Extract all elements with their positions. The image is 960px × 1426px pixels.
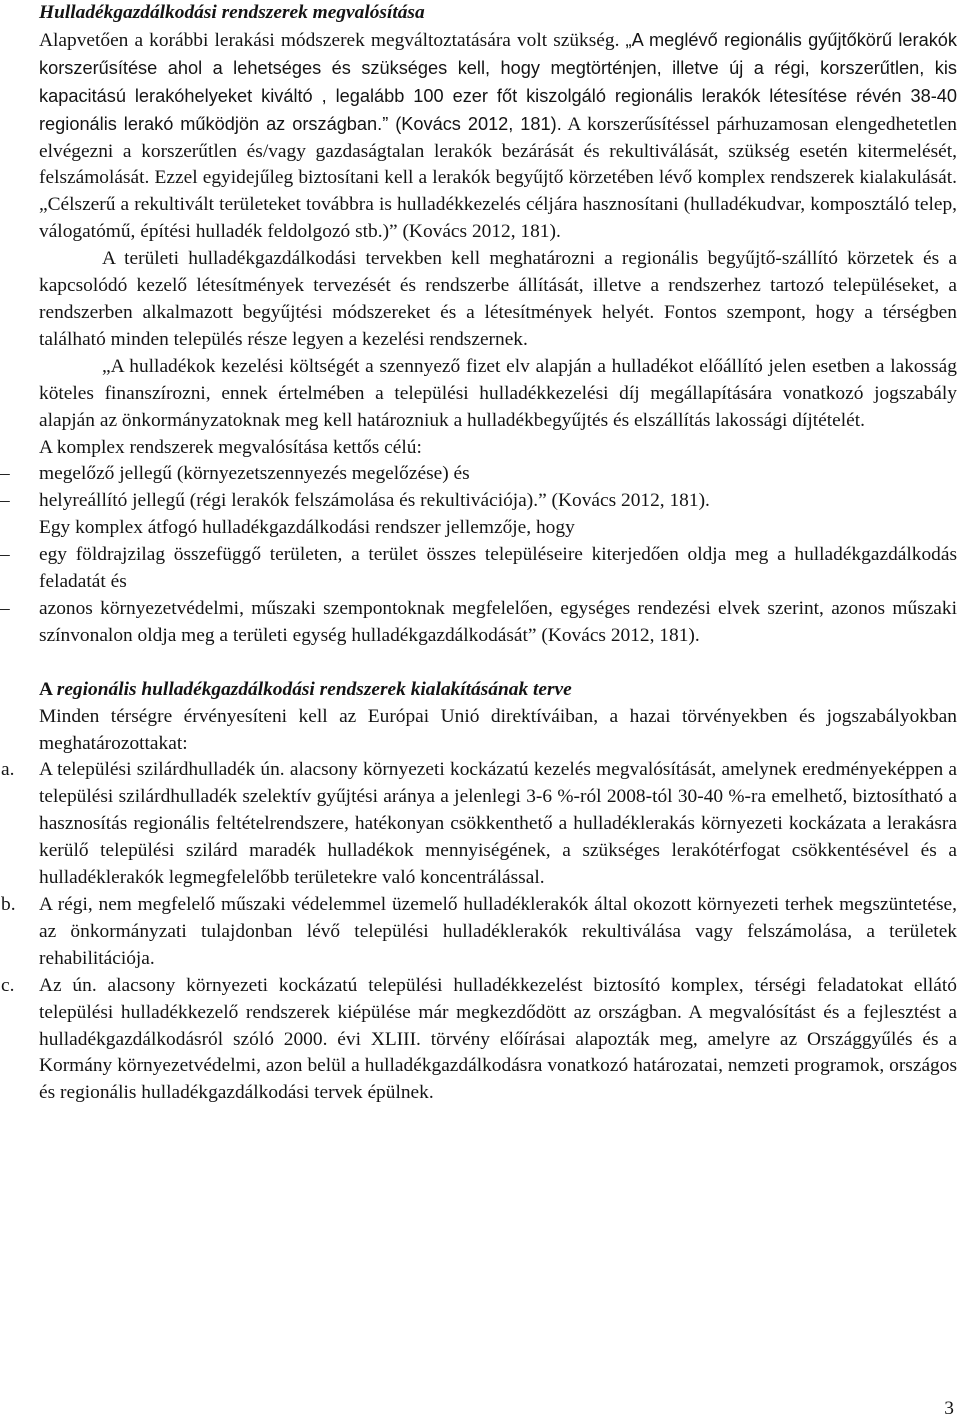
list-item-text: azonos környezetvédelmi, műszaki szempontoknak megfelelően, egységes rendezési elvek szerint, azonos műszaki színvonalon oldja meg a területi egység hulladékgazdálkodását” (Kovács 2012, 181). (39, 597, 957, 646)
heading-italic-text: regionális hulladékgazdálkodási rendszerek kialakításának terve (56, 678, 572, 700)
list-item (1, 892, 957, 973)
list-letter: a. (1, 759, 15, 781)
list-item (0, 596, 957, 650)
list-item (1, 973, 957, 1108)
paragraph: Minden térségre érvényesíteni kell az Európai Unió direktíváiban, a hazai törvényekben és jogszabályokban meghatározottakat: (39, 705, 957, 754)
paragraph: „A hulladékok kezelési költségét a szennyező fizet elv alapján a hulladékot előállító jelen esetben a lakosság köteles finanszírozni, ennek értelmében a települési hulladékkezelési díj megállapítására vonatkozó jogszabály alapján az önkormányzatoknak meg kell határozniuk a hulladékbegyűjtés és elszállítás lakossági díjtételét. (39, 355, 957, 431)
dash-bullet: – (0, 490, 10, 512)
heading-text: A (39, 678, 57, 700)
list-item-text: egy földrajzilag összefüggő területen, a terület összes településeire kiterjedően oldja meg a hulladékgazdálkodás feladatát és (39, 544, 957, 593)
list-letter: c. (1, 974, 15, 996)
list-item (0, 488, 957, 515)
paragraph: A területi hulladékgazdálkodási tervekben kell meghatározni a regionális begyűjtő-szállító körzetek és a kapcsolódó kezelő létesítmények tervezését és rendszerbe állítását, illetve a rendszerhez tartozó településeket, a rendszerben alkalmazott begyűjtési módszereket és a létesítmények helyét. Fontos szempont, hogy a térségben található minden település része legyen a kezelési rendszernek. (39, 248, 957, 350)
dash-bullet: – (0, 463, 10, 485)
lettered-list (1, 757, 957, 1107)
quoted-text: „A meglévő regionális gyűjtőkörű lerakók korszerűsítése ahol a lehetséges és szükséges kell, hogy megtörténjen, illetve új a régi, korszerűtlen, kis kapacitású lerakóhelyeket kiváltó , legalább 100 ezer főt kiszolgáló regionális lerakók létesítése révén 38-40 regionális lerakó működjön az országban.” (Kovács 2012, 181). (39, 29, 957, 134)
dash-bullet: – (0, 544, 10, 566)
section-heading (39, 677, 957, 704)
paragraph (39, 27, 957, 246)
list-item (0, 542, 957, 596)
dash-bullet: – (0, 597, 10, 619)
list-item-text: helyreállító jellegű (régi lerakók felszámolása és rekultivációja).” (Kovács 2012, 181). (39, 490, 710, 512)
spacer (39, 650, 957, 677)
page-number: 3 (944, 1398, 954, 1419)
paragraph-text: Alapvetően a korábbi lerakási módszerek megváltoztatására volt szükség. (39, 29, 626, 51)
list-letter: b. (1, 894, 16, 915)
paragraph-text: A korszerűsítéssel párhuzamosan elengedhetetlen elvégezni a korszerűtlen és/vagy gazdaságtalan lerakók bezárását és rekultiválását, szükség esetén kitermelését, felszámolását. Ezzel egyidejűleg biztosítani kell a lerakók begyűjtő körzetében lévő komplex rendszerek kialakulását. „Célszerű a rekultivált területeket továbbra is hulladékkezelés céljára hasznosítani (hulladékudvar, komposztáló telep, válogatómű, építési hulladék feldolgozó stb.)” (Kovács 2012, 181). (39, 113, 957, 243)
list-item (1, 757, 957, 892)
paragraph: Egy komplex átfogó hulladékgazdálkodási rendszer jellemzője, hogy (39, 517, 575, 539)
dash-list (0, 542, 957, 650)
list-item-text: A települési szilárdhulladék ún. alacsony környezeti kockázatú kezelés megvalósítását, amelynek eredményeképpen a települési szilárdhulladék szelektív gyűjtési aránya a jelenlegi 3-6 %-ról 2008-tól 30-40 %-ra emelhető, biztosítható a hasznosítás regionális feltételrendszere, hatékonyan csökkenthető a hulladéklerakás környezeti kockázata a lerakásra kerülő települési szilárd maradék hulladékok mennyiségének, a szükséges lerakótérfogat csökkentésével és a hulladéklerakók legmegfelelőbb területekre való koncentrálással. (39, 759, 957, 889)
list-item-text: megelőző jellegű (környezetszennyezés megelőzése) és (39, 463, 470, 485)
dash-list (0, 461, 957, 515)
list-item (0, 461, 957, 488)
section-heading: Hulladékgazdálkodási rendszerek megvalósítása (39, 2, 425, 23)
list-item-text: Az ún. alacsony környezeti kockázatú települési hulladékkezelést biztosító komplex, térségi feladatokat ellátó települési hulladékkezelő rendszerek kiépülése már megkezdődött az országban. A megvalósítást és a fejlesztést a hulladékgazdálkodásról szóló 2000. évi XLIII. törvény előírásai alapozták meg, amelyre az Országgyűlés és a Kormány környezetvédelmi, azon belül a hulladékgazdálkodásra vonatkozó határozatai, nemzeti programok, országos és regionális hulladékgazdálkodási tervek épülnek. (39, 974, 957, 1104)
paragraph: A komplex rendszerek megvalósítása kettős célú: (39, 436, 422, 458)
list-item-text: A régi, nem megfelelő műszaki védelemmel üzemelő hulladéklerakók által okozott környezeti terhek megszüntetése, az önkormányzati tulajdonban lévő települési hulladéklerakók rekultiválása vagy felszámolása, a területek rehabilitációja. (39, 894, 957, 969)
